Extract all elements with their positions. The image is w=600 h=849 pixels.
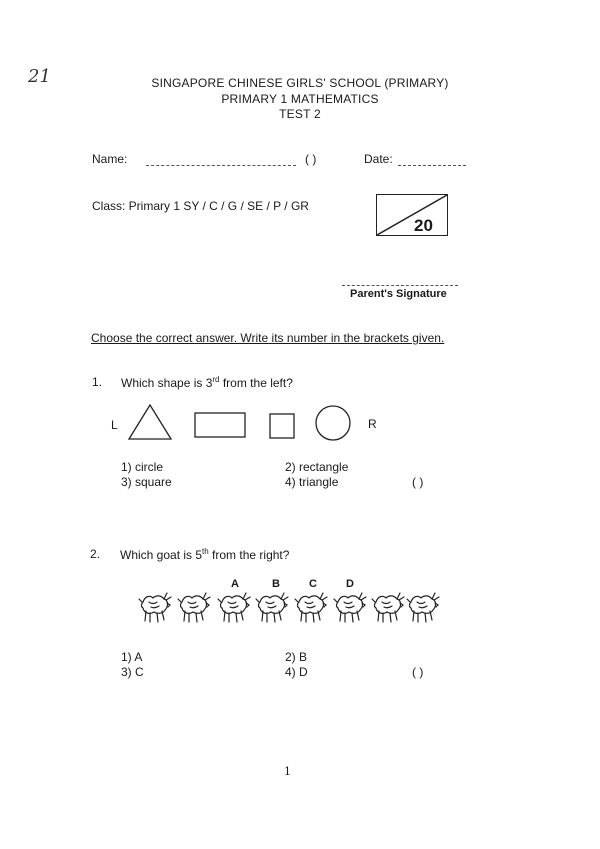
- parent-signature-label: Parent's Signature: [350, 288, 447, 300]
- left-label: L: [111, 418, 118, 432]
- q1-option-1: 1) circle: [121, 460, 164, 474]
- subject-title: PRIMARY 1 MATHEMATICS: [221, 92, 379, 106]
- rectangle-icon: [194, 412, 246, 438]
- goat-icon: [216, 590, 252, 624]
- right-label: R: [368, 417, 377, 431]
- triangle-icon: [128, 404, 172, 440]
- q2-option-2: 2) B: [285, 650, 308, 664]
- class-label: Class: Primary 1 SY / C / G / SE / P / GR: [92, 199, 309, 213]
- goat-icon: [176, 590, 212, 624]
- name-line[interactable]: [146, 165, 296, 166]
- goat-icon: [254, 590, 290, 624]
- name-bracket: ( ): [305, 152, 317, 166]
- goat-label-b: B: [272, 578, 280, 590]
- square-icon: [269, 413, 295, 439]
- question-2-text: Which goat is 5th from the right?: [120, 547, 290, 562]
- page-number: 1: [284, 765, 291, 778]
- goat-icon: [137, 590, 173, 624]
- score-total: 20: [414, 216, 433, 235]
- goat-icon: [405, 590, 441, 624]
- date-label: Date:: [364, 152, 393, 166]
- signature-line[interactable]: [342, 285, 458, 286]
- school-name: SINGAPORE CHINESE GIRLS' SCHOOL (PRIMARY): [151, 76, 449, 90]
- q1-option-3: 3) square: [121, 475, 172, 489]
- q2-option-3: 3) C: [121, 665, 144, 679]
- score-diagonal: [376, 194, 448, 236]
- goat-label-d: D: [346, 578, 354, 590]
- name-label: Name:: [92, 152, 128, 166]
- goat-icon: [332, 590, 368, 624]
- goat-icon: [370, 590, 406, 624]
- question-2-number: 2.: [90, 547, 101, 561]
- goat-label-c: C: [309, 578, 317, 590]
- q2-option-1: 1) A: [121, 650, 143, 664]
- circle-icon: [314, 404, 352, 442]
- margin-mark: 21: [28, 66, 51, 87]
- instructions: Choose the correct answer. Write its number in the brackets given.: [91, 331, 445, 345]
- test-title: TEST 2: [279, 107, 321, 121]
- goat-label-a: A: [231, 578, 239, 590]
- q1-option-2: 2) rectangle: [285, 460, 349, 474]
- q1-answer-bracket[interactable]: ( ): [412, 475, 424, 489]
- q2-option-4: 4) D: [285, 665, 308, 679]
- q2-answer-bracket[interactable]: ( ): [412, 665, 424, 679]
- q1-option-4: 4) triangle: [285, 475, 339, 489]
- goat-icon: [293, 590, 329, 624]
- question-1-text: Which shape is 3rd from the left?: [121, 375, 293, 390]
- date-line[interactable]: [398, 165, 466, 166]
- question-1-number: 1.: [92, 375, 103, 389]
